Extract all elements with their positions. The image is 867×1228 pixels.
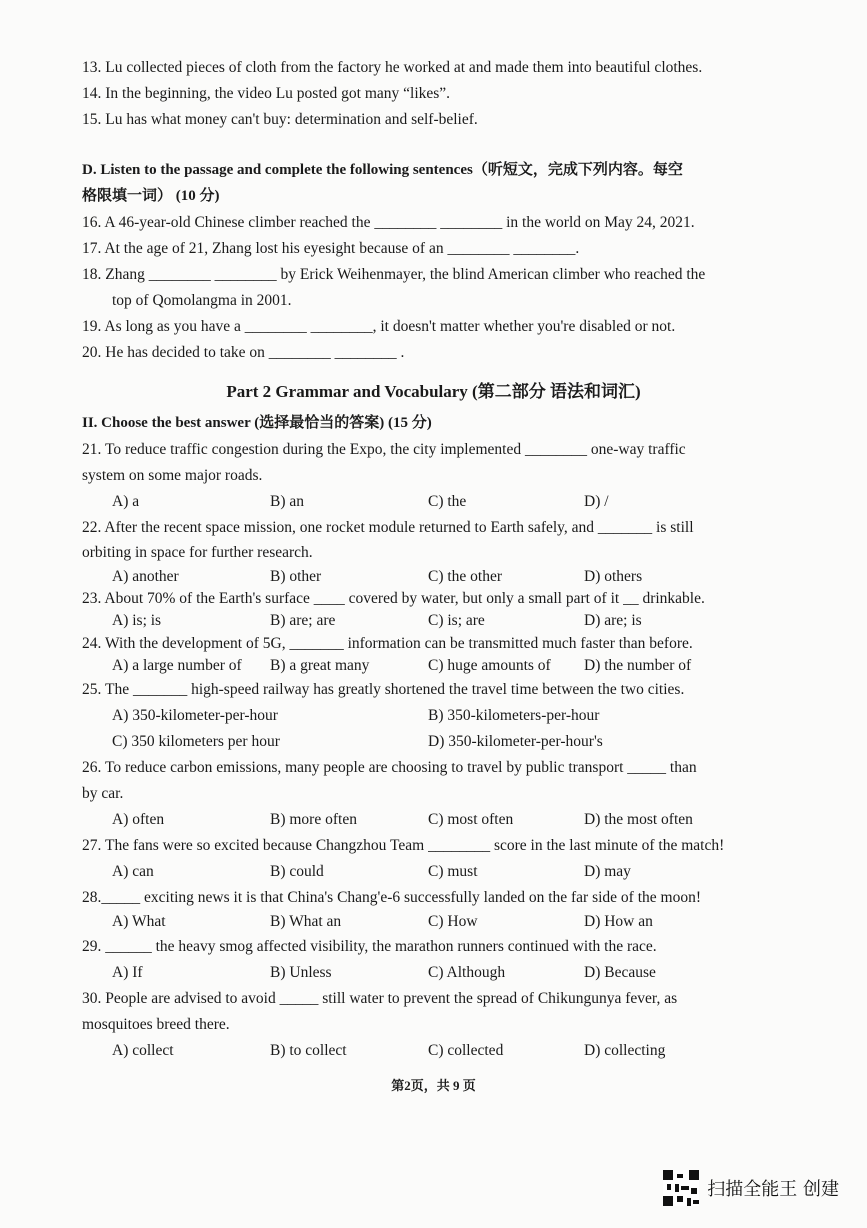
option-22-c: C) the other xyxy=(428,568,503,585)
statement-14: 14. In the beginning, the video Lu posted got many “likes”. xyxy=(82,85,451,102)
question-21: 21. To reduce traffic congestion during the Expo, the city implemented ________ one-way traffic xyxy=(82,441,686,458)
question-26-cont: by car. xyxy=(82,785,124,802)
question-23: 23. About 70% of the Earth's surface ____ covered by water, but only a small part of it __ drinkable. xyxy=(82,590,705,607)
question-19: 19. As long as you have a ________ ________, it doesn't matter whether you're disabled or not. xyxy=(82,318,676,335)
option-22-b: B) other xyxy=(270,568,322,585)
question-21-cont: system on some major roads. xyxy=(82,467,263,484)
option-24-b: B) a great many xyxy=(270,657,370,674)
option-21-a: A) a xyxy=(112,493,140,510)
option-23-c: C) is; are xyxy=(428,612,485,629)
option-25-b: B) 350-kilometers-per-hour xyxy=(428,707,600,724)
part-2-title: Part 2 Grammar and Vocabulary (第二部分 语法和词汇) xyxy=(226,382,641,401)
option-29-b: B) Unless xyxy=(270,964,332,981)
qr-code-icon xyxy=(663,1170,699,1206)
question-22-cont: orbiting in space for further research. xyxy=(82,544,313,561)
option-29-d: D) Because xyxy=(584,964,656,981)
option-26-d: D) the most often xyxy=(584,811,693,828)
question-18-cont: top of Qomolangma in 2001. xyxy=(112,292,292,309)
option-30-c: C) collected xyxy=(428,1042,504,1059)
statement-15: 15. Lu has what money can't buy: determination and self-belief. xyxy=(82,111,478,128)
question-16: 16. A 46-year-old Chinese climber reached the ________ ________ in the world on May 24, 2021. xyxy=(82,214,695,231)
question-27: 27. The fans were so excited because Changzhou Team ________ score in the last minute of the match! xyxy=(82,837,725,854)
page-number: 第2页，共 9 页 xyxy=(391,1078,476,1093)
option-21-b: B) an xyxy=(270,493,305,510)
option-21-d: D) / xyxy=(584,493,609,510)
section-ii-heading: II. Choose the best answer (选择最恰当的答案) (15 分) xyxy=(82,415,432,431)
question-28: 28._____ exciting news it is that China's Chang'e-6 successfully landed on the far side of the moon! xyxy=(82,889,702,906)
question-22: 22. After the recent space mission, one rocket module returned to Earth safely, and _______ is still xyxy=(82,519,694,536)
option-25-c: C) 350 kilometers per hour xyxy=(112,733,280,750)
option-23-d: D) are; is xyxy=(584,612,642,629)
option-30-a: A) collect xyxy=(112,1042,174,1059)
option-27-c: C) must xyxy=(428,863,478,880)
option-28-d: D) How an xyxy=(584,913,653,930)
option-29-c: C) Although xyxy=(428,964,506,981)
question-18: 18. Zhang ________ ________ by Erick Weihenmayer, the blind American climber who reached the xyxy=(82,266,706,283)
option-30-d: D) collecting xyxy=(584,1042,666,1059)
question-20: 20. He has decided to take on ________ ________ . xyxy=(82,344,405,361)
option-24-d: D) the number of xyxy=(584,657,692,674)
question-25: 25. The _______ high-speed railway has greatly shortened the travel time between the two cities. xyxy=(82,681,685,698)
option-22-a: A) another xyxy=(112,568,179,585)
option-23-b: B) are; are xyxy=(270,612,336,629)
option-27-d: D) may xyxy=(584,863,631,880)
option-25-d: D) 350-kilometer-per-hour's xyxy=(428,733,603,750)
option-28-c: C) How xyxy=(428,913,478,930)
option-29-a: A) If xyxy=(112,964,143,981)
option-26-a: A) often xyxy=(112,811,165,828)
scanner-watermark xyxy=(663,1170,839,1206)
option-25-a: A) 350-kilometer-per-hour xyxy=(112,707,278,724)
option-26-b: B) more often xyxy=(270,811,357,828)
option-30-b: B) to collect xyxy=(270,1042,347,1059)
question-30: 30. People are advised to avoid _____ still water to prevent the spread of Chikungunya fever, as xyxy=(82,990,678,1007)
option-24-c: C) huge amounts of xyxy=(428,657,551,674)
option-27-a: A) can xyxy=(112,863,154,880)
option-28-a: A) What xyxy=(112,913,166,930)
question-17: 17. At the age of 21, Zhang lost his eyesight because of an ________ ________. xyxy=(82,240,580,257)
option-26-c: C) most often xyxy=(428,811,514,828)
question-26: 26. To reduce carbon emissions, many people are choosing to travel by public transport _____ than xyxy=(82,759,697,776)
option-21-c: C) the xyxy=(428,493,467,510)
question-30-cont: mosquitoes breed there. xyxy=(82,1016,230,1033)
option-28-b: B) What an xyxy=(270,913,342,930)
section-d-heading-cont: 格限填一词） (10 分) xyxy=(82,188,220,204)
option-23-a: A) is; is xyxy=(112,612,162,629)
question-29: 29. ______ the heavy smog affected visibility, the marathon runners continued with the race. xyxy=(82,938,657,955)
section-d-heading: D. Listen to the passage and complete the following sentences（听短文，完成下列内容。每空 xyxy=(82,162,683,178)
option-22-d: D) others xyxy=(584,568,643,585)
statement-13: 13. Lu collected pieces of cloth from the factory he worked at and made them into beautiful clothes. xyxy=(82,59,703,76)
scanner-label: 扫描全能王 创建 xyxy=(707,1179,839,1200)
question-24: 24. With the development of 5G, _______ information can be transmitted much faster than before. xyxy=(82,635,693,652)
option-27-b: B) could xyxy=(270,863,324,880)
option-24-a: A) a large number of xyxy=(112,657,242,674)
